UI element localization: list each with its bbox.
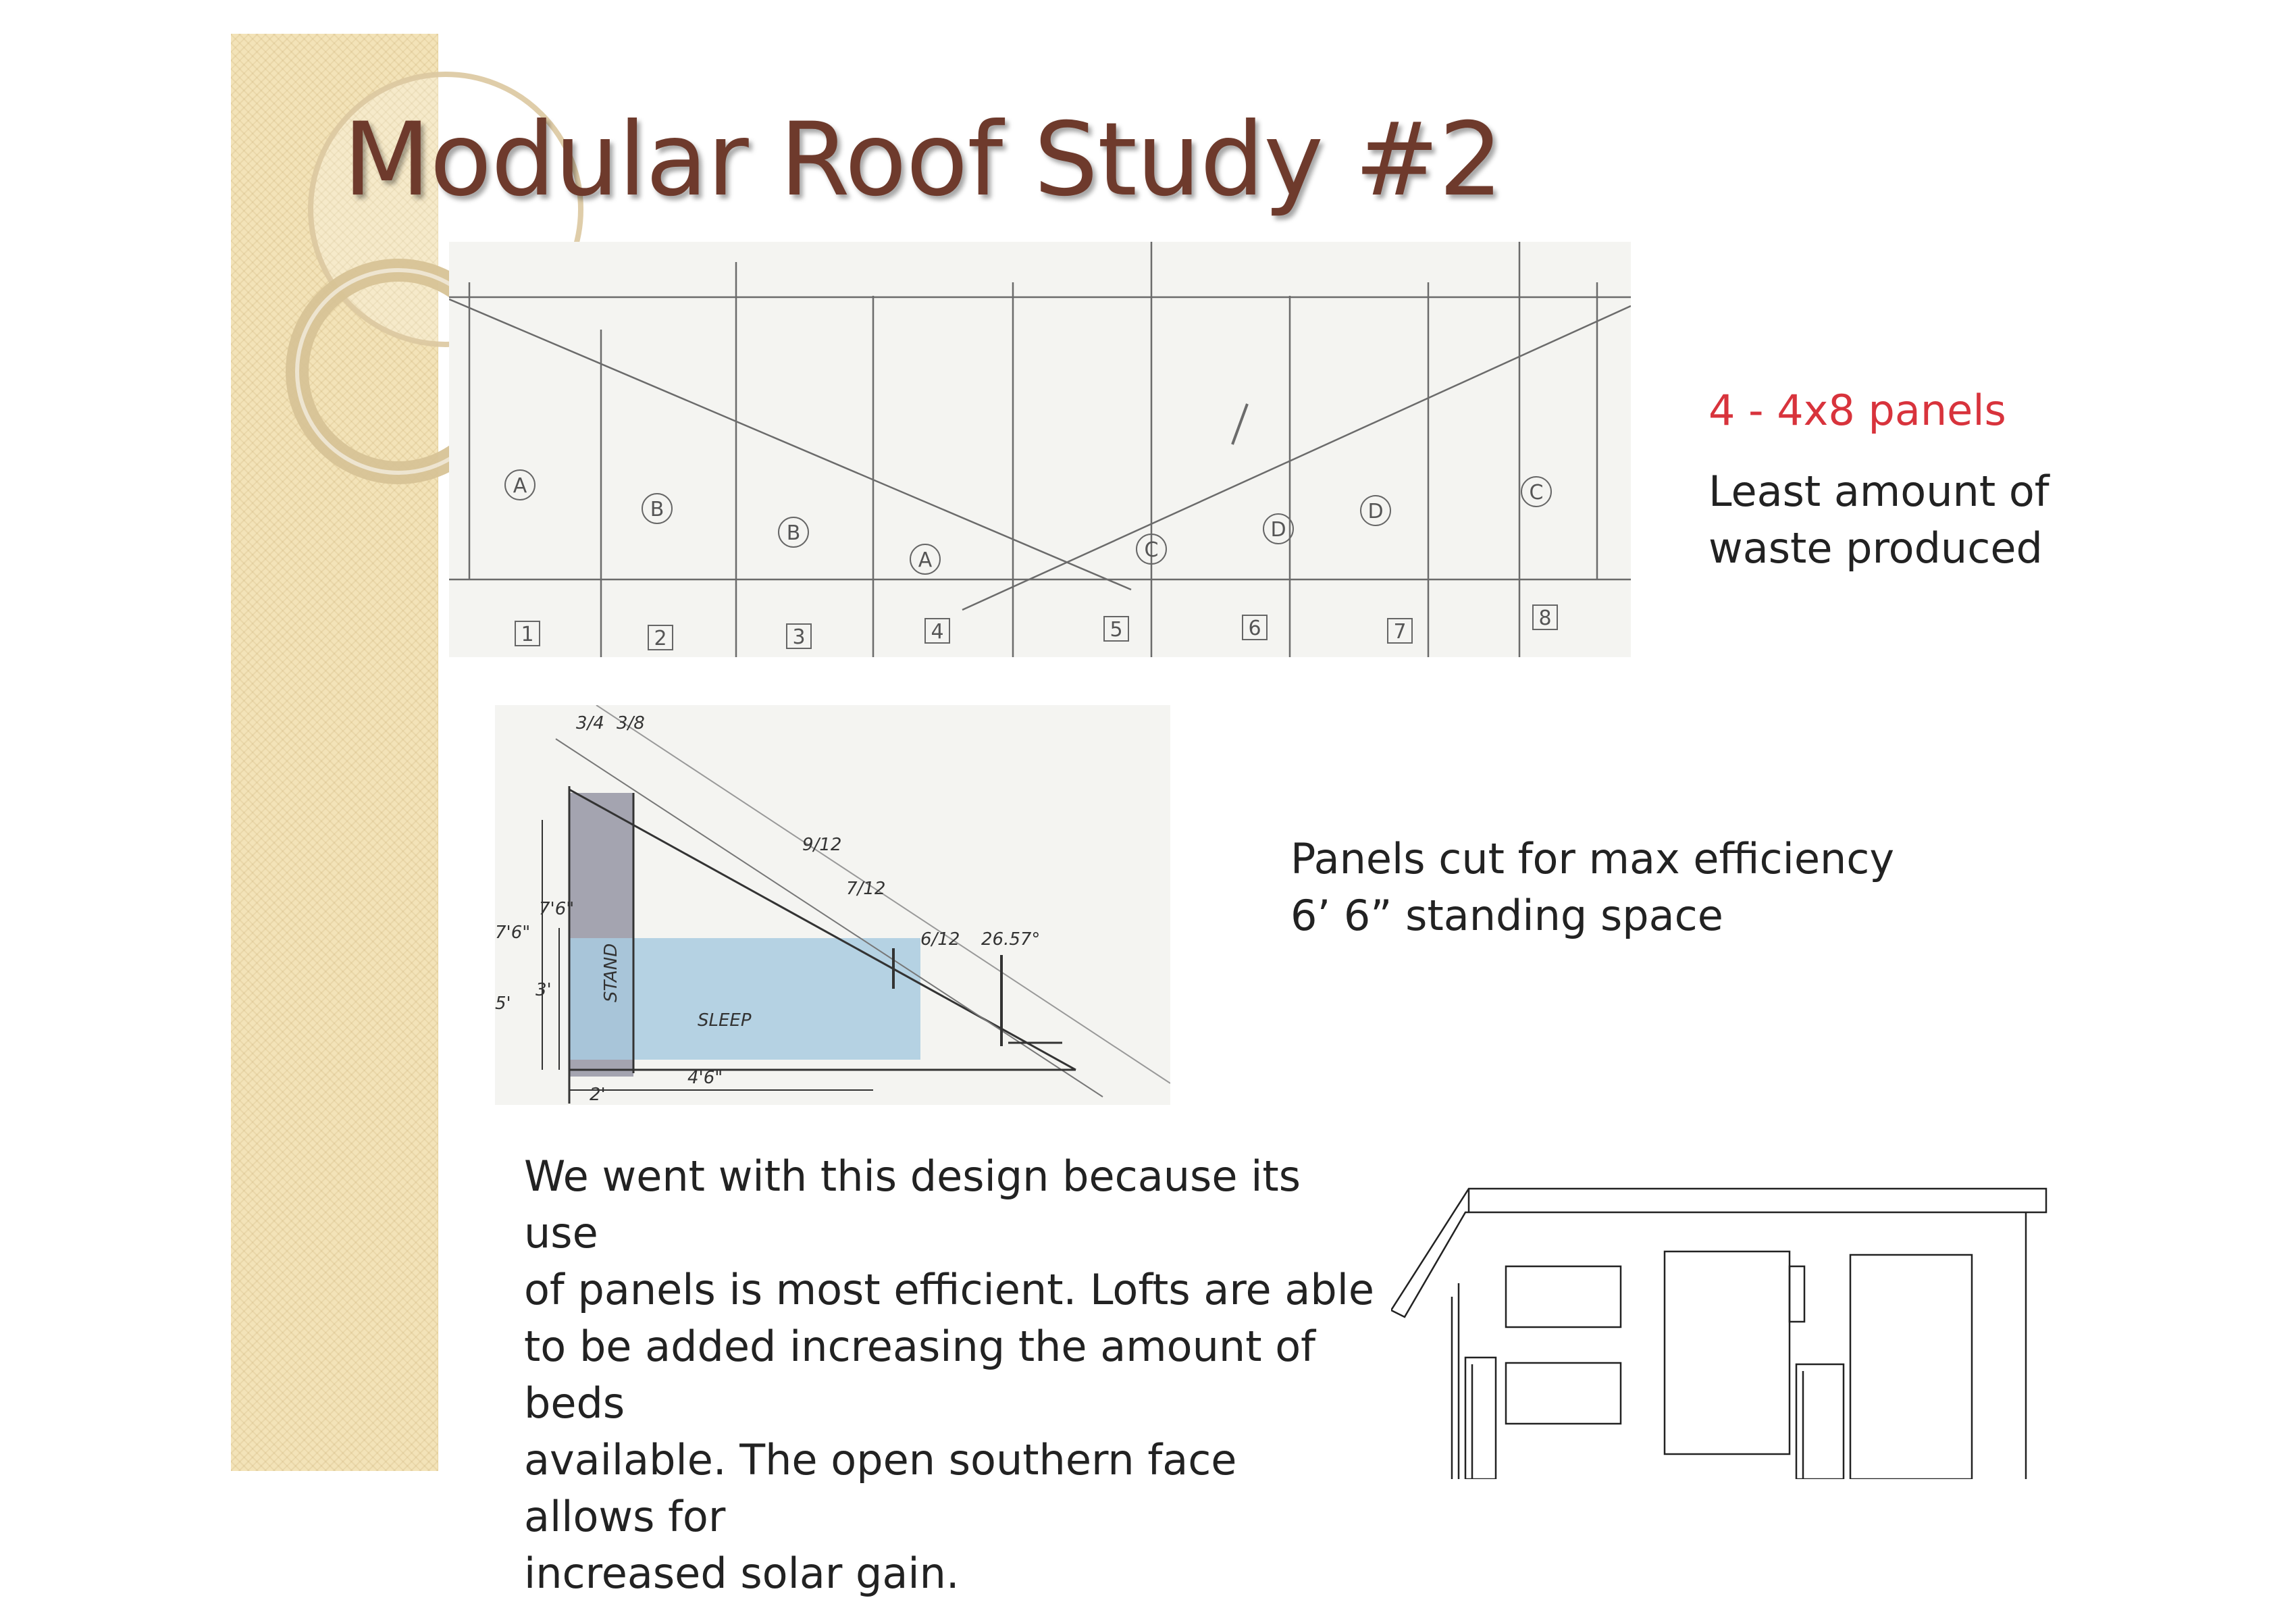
panel-number: 7 [1393, 620, 1407, 644]
cut-note-line2: 6’ 6” standing space [1290, 891, 1723, 940]
zone-sleep-label: SLEEP [698, 1010, 752, 1031]
rationale-line: We went with this design because its use [524, 1152, 1301, 1258]
panel-letter: C [1529, 481, 1544, 505]
panel-layout-sketch [449, 242, 1631, 657]
panel-number: 2 [654, 627, 667, 650]
panel-number: 4 [931, 620, 944, 644]
pitch-label: 3/4 [576, 713, 604, 733]
dim-label: 7'6" [539, 899, 575, 919]
waste-note-line2: waste produced [1708, 523, 2043, 573]
rationale-line: of panels is most efficient. Lofts are able [524, 1265, 1375, 1314]
panel-letter: A [918, 548, 933, 572]
slide-title: Modular Roof Study #2 [343, 101, 1503, 219]
panel-number: 5 [1110, 618, 1123, 642]
dim-label: 4'6" [687, 1068, 723, 1088]
roof-section-drawing [495, 705, 1170, 1105]
rationale-line: available. The open southern face allows for [524, 1435, 1237, 1541]
panel-letter: B [786, 521, 801, 545]
panel-letter: D [1367, 500, 1384, 523]
dim-label: 3' [536, 980, 552, 1000]
panel-number: 3 [792, 625, 806, 649]
cut-note-line1: Panels cut for max efficiency [1290, 834, 1895, 883]
rationale-line: to be added increasing the amount of beds [524, 1322, 1315, 1428]
dim-label: 2' [590, 1085, 606, 1105]
dim-label: 5' [495, 993, 511, 1014]
angle-label: 26.57° [981, 929, 1041, 950]
rationale-line: increased solar gain. [524, 1549, 960, 1598]
design-rationale [524, 1148, 1375, 1602]
panel-letter: C [1144, 538, 1159, 562]
dim-label: 7'6" [495, 923, 531, 943]
pitch-label: 3/8 [617, 713, 645, 733]
pitch-label: 6/12 [920, 929, 960, 950]
panel-count-note: 4 - 4x8 panels [1708, 386, 2006, 435]
zone-stand-label: STAND [601, 943, 621, 1002]
panel-letter: B [650, 498, 664, 521]
panel-letter: D [1270, 518, 1286, 542]
panel-letter: A [513, 474, 527, 498]
pitch-label: 9/12 [802, 835, 842, 855]
panel-layout-drawing [449, 242, 1631, 657]
pitch-label: 7/12 [846, 879, 886, 899]
panel-number: 8 [1538, 606, 1552, 630]
building-elevation-drawing [1391, 1175, 2060, 1479]
waste-note-line1: Least amount of [1708, 467, 2050, 516]
roof-section-sketch [495, 705, 1170, 1105]
panel-number: 6 [1248, 617, 1261, 640]
panel-number: 1 [521, 623, 534, 646]
